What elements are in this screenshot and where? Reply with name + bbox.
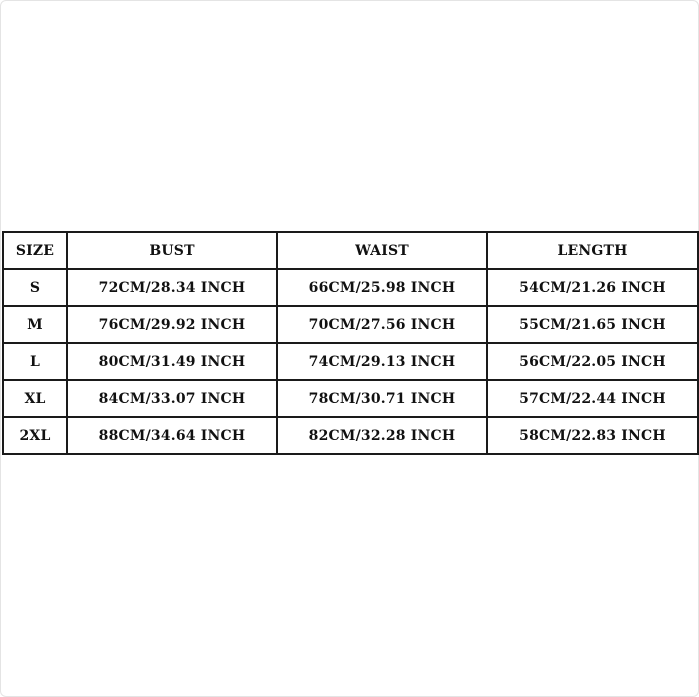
length-cell: 57CM/22.44 INCH xyxy=(487,380,698,417)
waist-cell: 82CM/32.28 INCH xyxy=(277,417,487,454)
bust-cell: 84CM/33.07 INCH xyxy=(67,380,277,417)
table-row xyxy=(3,343,698,380)
waist-cell: 66CM/25.98 INCH xyxy=(277,269,487,306)
table-row xyxy=(3,380,698,417)
header-size: SIZE xyxy=(3,232,67,269)
waist-cell: 70CM/27.56 INCH xyxy=(277,306,487,343)
length-cell: 58CM/22.83 INCH xyxy=(487,417,698,454)
bust-cell: 76CM/29.92 INCH xyxy=(67,306,277,343)
size-cell: L xyxy=(3,343,67,380)
bust-cell: 72CM/28.34 INCH xyxy=(67,269,277,306)
table-row xyxy=(3,306,698,343)
size-cell: 2XL xyxy=(3,417,67,454)
bust-cell: 88CM/34.64 INCH xyxy=(67,417,277,454)
header-waist: WAIST xyxy=(277,232,487,269)
size-chart-table xyxy=(2,231,699,455)
header-length: LENGTH xyxy=(487,232,698,269)
size-cell: XL xyxy=(3,380,67,417)
waist-cell: 78CM/30.71 INCH xyxy=(277,380,487,417)
table-row xyxy=(3,269,698,306)
waist-cell: 74CM/29.13 INCH xyxy=(277,343,487,380)
length-cell: 55CM/21.65 INCH xyxy=(487,306,698,343)
size-cell: S xyxy=(3,269,67,306)
length-cell: 54CM/21.26 INCH xyxy=(487,269,698,306)
table-row xyxy=(3,417,698,454)
header-row xyxy=(3,232,698,269)
size-cell: M xyxy=(3,306,67,343)
bust-cell: 80CM/31.49 INCH xyxy=(67,343,277,380)
length-cell: 56CM/22.05 INCH xyxy=(487,343,698,380)
header-bust: BUST xyxy=(67,232,277,269)
